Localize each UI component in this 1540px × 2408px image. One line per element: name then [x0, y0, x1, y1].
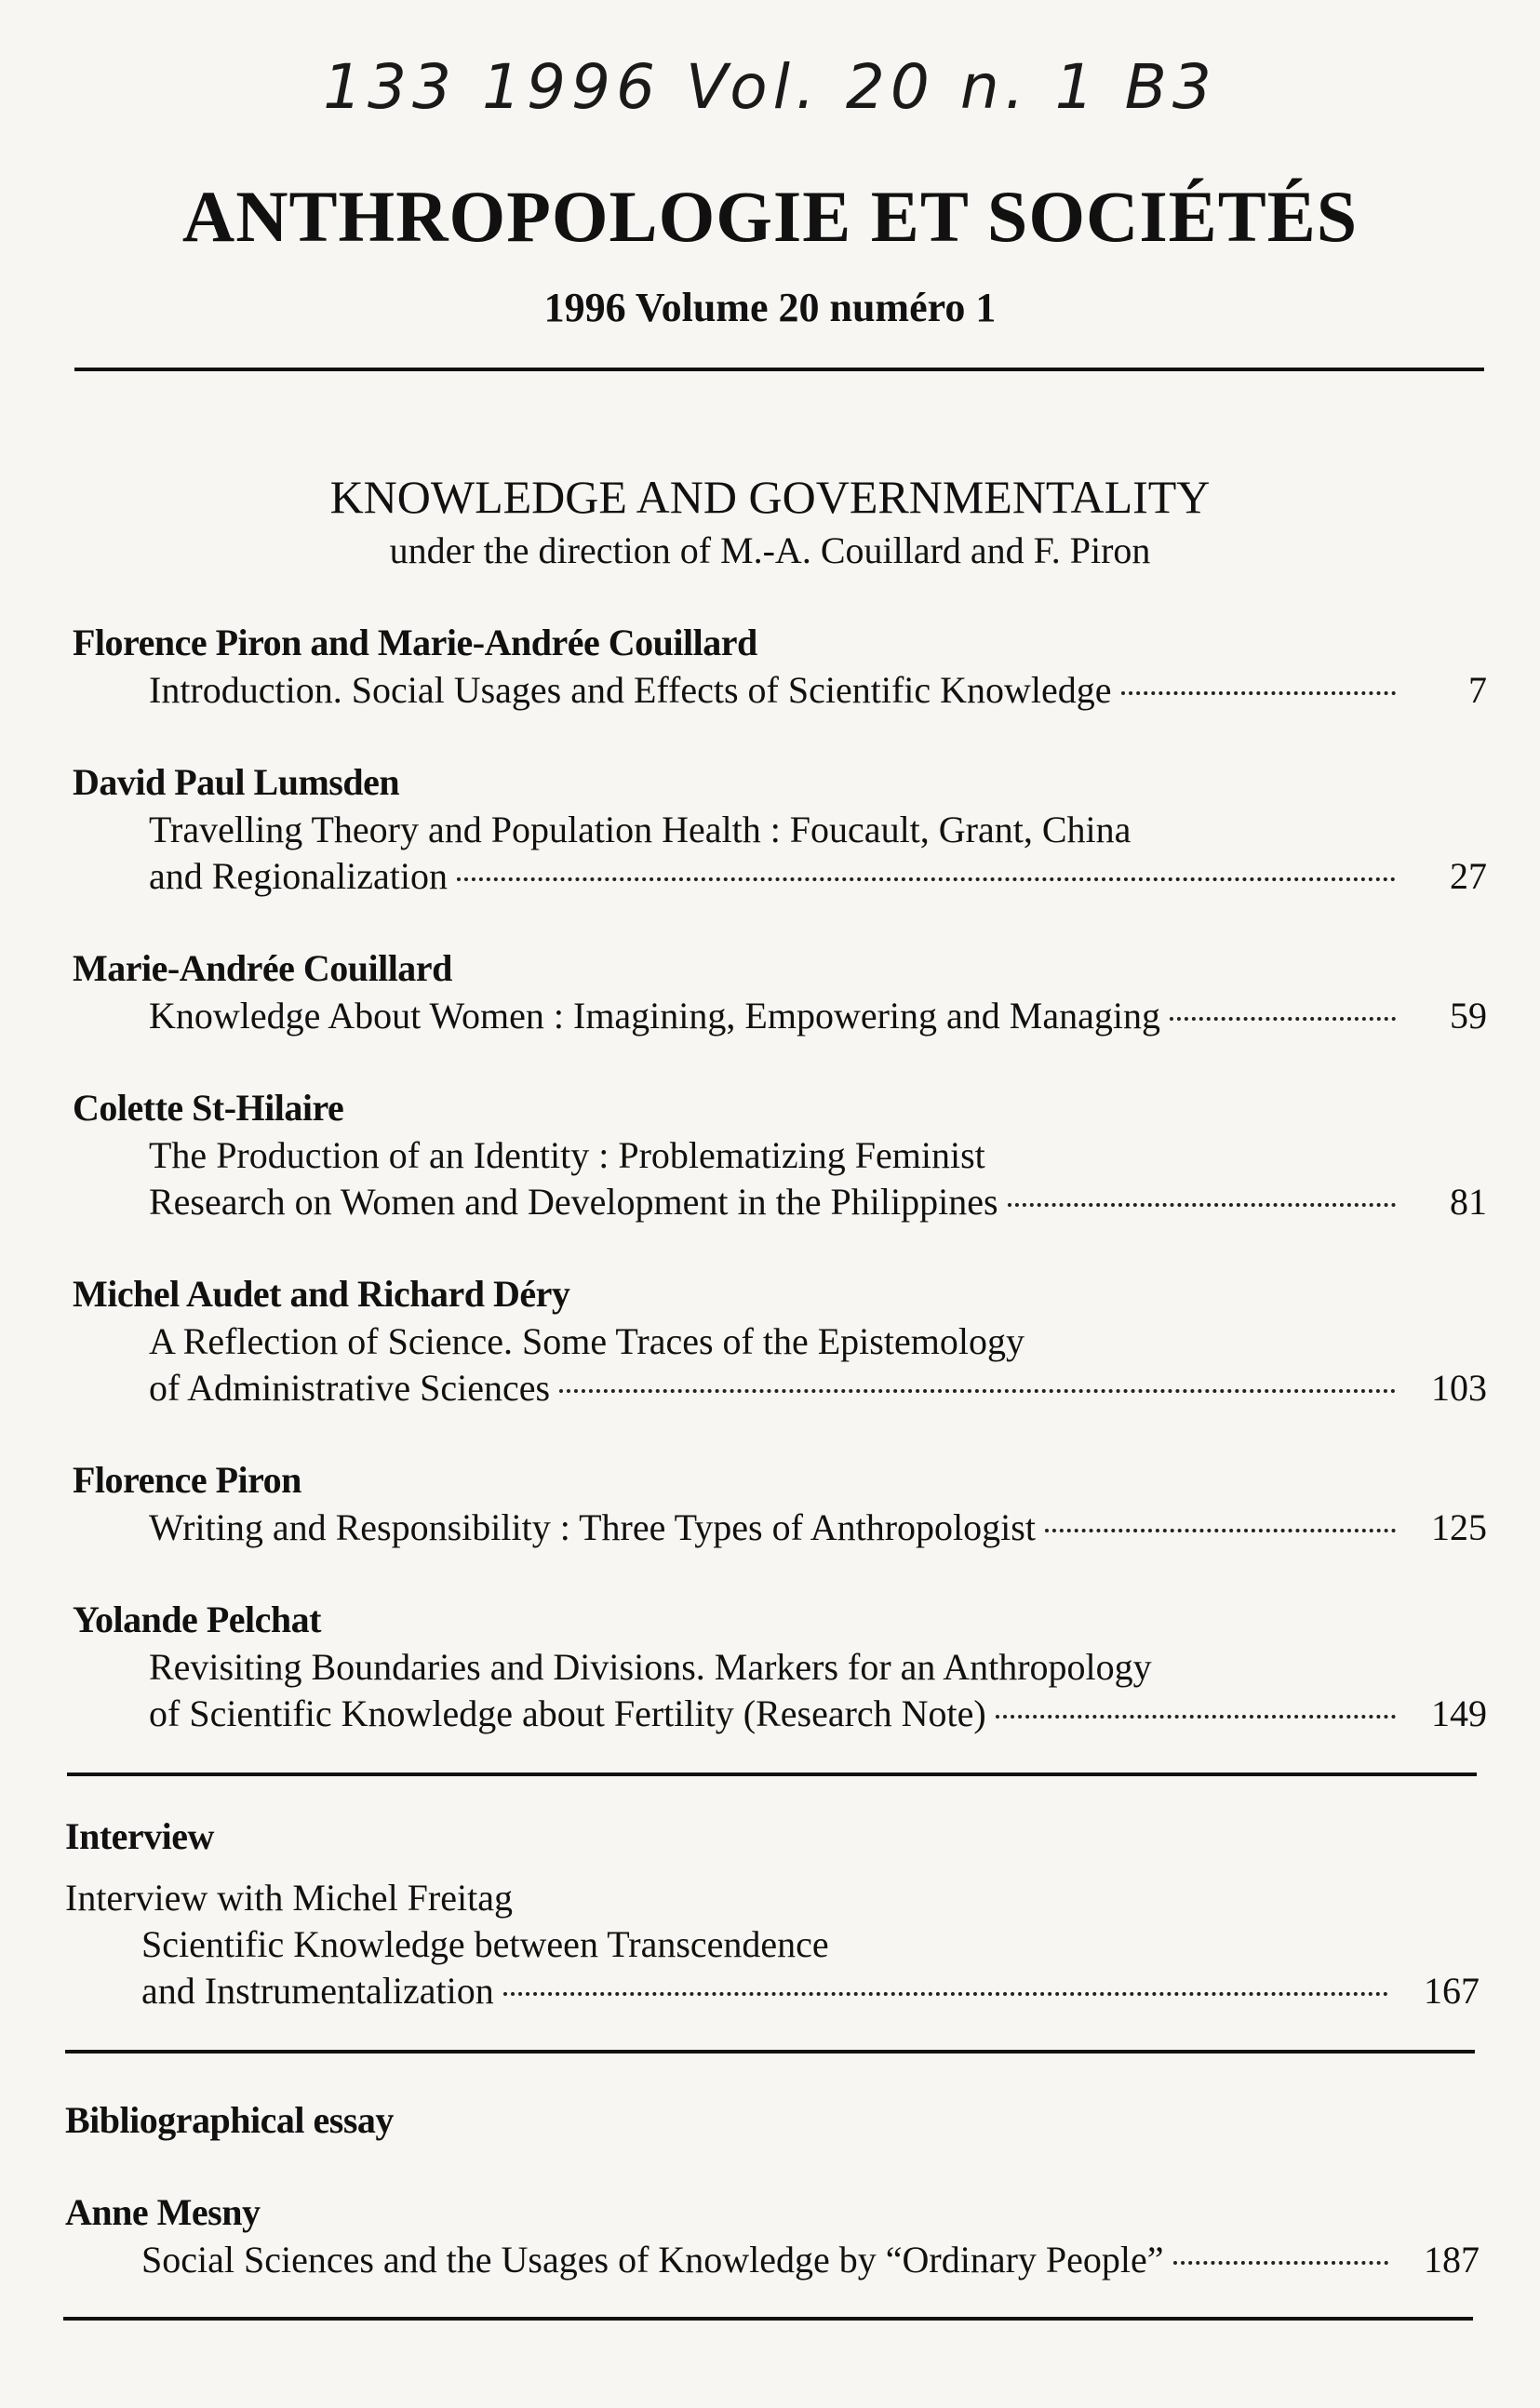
- entry-author: Florence Piron and Marie-Andrée Couillard: [73, 622, 757, 663]
- journal-title: ANTHROPOLOGIE ET SOCIÉTÉS: [181, 176, 1359, 257]
- bibliographical-heading: Bibliographical essay: [65, 2099, 394, 2141]
- bibliographical-entry: [65, 2188, 1480, 2283]
- toc-entry: [73, 1456, 1487, 1551]
- entry-author: Michel Audet and Richard Déry: [73, 1273, 570, 1315]
- interview-entry: [65, 1875, 1480, 2014]
- dot-leader: [996, 1715, 1396, 1719]
- dot-leader: [1045, 1529, 1396, 1532]
- entry-title-line: Travelling Theory and Population Health : Foucault, Grant, China: [149, 809, 1132, 850]
- entry-author: Colette St-Hilaire: [73, 1087, 344, 1129]
- entry-last-line: [73, 1691, 1487, 1737]
- entry-page: 125: [1431, 1506, 1487, 1548]
- toc-entry: [73, 619, 1487, 714]
- entry-page: 149: [1431, 1692, 1487, 1734]
- entry-author: Marie-Andrée Couillard: [73, 947, 452, 989]
- toc-entry: [73, 944, 1487, 1039]
- rule-bottom: [63, 2317, 1473, 2321]
- entry-title-line: The Production of an Identity : Problematizing Feminist: [149, 1134, 985, 1176]
- theme-title: KNOWLEDGE AND GOVERNMENTALITY: [329, 471, 1211, 523]
- entry-page: 81: [1450, 1181, 1487, 1223]
- dot-leader: [1008, 1203, 1396, 1207]
- entry-last-line: [73, 853, 1487, 900]
- entry-title-line: of Scientific Knowledge about Fertility (Research Note): [149, 1692, 986, 1734]
- handwritten-note: 133 1996 Vol. 20 n. 1 B3: [323, 51, 1217, 123]
- entry-title-line: Introduction. Social Usages and Effects of Scientific Knowledge: [149, 669, 1112, 711]
- entry-page: 167: [1424, 1970, 1480, 2012]
- rule-after-theme: [67, 1773, 1477, 1776]
- toc-entry: [73, 1270, 1487, 1411]
- interview-intro: Interview with Michel Freitag: [65, 1877, 513, 1919]
- entry-last-line: [73, 667, 1487, 714]
- entry-title-line: of Administrative Sciences: [149, 1367, 551, 1409]
- dot-leader: [559, 1389, 1396, 1393]
- entry-title-line: A Reflection of Science. Some Traces of the Epistemology: [149, 1320, 1024, 1362]
- rule-top: [74, 368, 1484, 371]
- entry-title-line: and Instrumentalization: [141, 1970, 494, 2012]
- dot-leader: [1170, 1017, 1396, 1021]
- entry-page: 103: [1431, 1367, 1487, 1409]
- entry-last-line: [73, 993, 1487, 1039]
- interview-heading: Interview: [65, 1815, 214, 1857]
- entry-page: 59: [1450, 995, 1487, 1037]
- entry-title-line: Knowledge About Women : Imagining, Empowering and Managing: [149, 995, 1160, 1037]
- entry-last-line: [73, 1505, 1487, 1551]
- entry-author: Florence Piron: [73, 1459, 301, 1501]
- entry-last-line: [65, 1968, 1480, 2014]
- entry-page: 7: [1468, 669, 1487, 711]
- toc-entry: [73, 1596, 1487, 1737]
- entry-page: 27: [1450, 855, 1487, 897]
- entry-title-line: Revisiting Boundaries and Divisions. Markers for an Anthropology: [149, 1646, 1152, 1688]
- entry-title-line: Social Sciences and the Usages of Knowledge by “Ordinary People”: [141, 2239, 1164, 2281]
- issue-line: 1996 Volume 20 numéro 1: [543, 285, 997, 330]
- entry-title-line: Scientific Knowledge between Transcendence: [141, 1923, 829, 1965]
- entry-last-line: [73, 1179, 1487, 1225]
- entry-author: Yolande Pelchat: [73, 1599, 321, 1640]
- dot-leader: [503, 1992, 1388, 1996]
- entry-author: Anne Mesny: [65, 2191, 261, 2233]
- entry-last-line: [73, 1365, 1487, 1411]
- entry-title-line: Writing and Responsibility : Three Types of Anthropologist: [149, 1506, 1036, 1548]
- entry-last-line: [65, 2237, 1480, 2283]
- dot-leader: [1173, 2261, 1388, 2265]
- toc-entry: [73, 1084, 1487, 1225]
- entry-title-line: and Regionalization: [149, 855, 449, 897]
- theme-subtitle: under the direction of M.-A. Couillard and F. Piron: [389, 529, 1151, 571]
- rule-after-interview: [65, 2050, 1475, 2053]
- entry-author: David Paul Lumsden: [73, 761, 400, 803]
- entry-title-line: Research on Women and Development in the Philippines: [149, 1181, 998, 1223]
- entry-page: 187: [1424, 2239, 1480, 2281]
- toc-entry: [73, 758, 1487, 900]
- dot-leader: [1121, 691, 1396, 695]
- dot-leader: [457, 877, 1396, 881]
